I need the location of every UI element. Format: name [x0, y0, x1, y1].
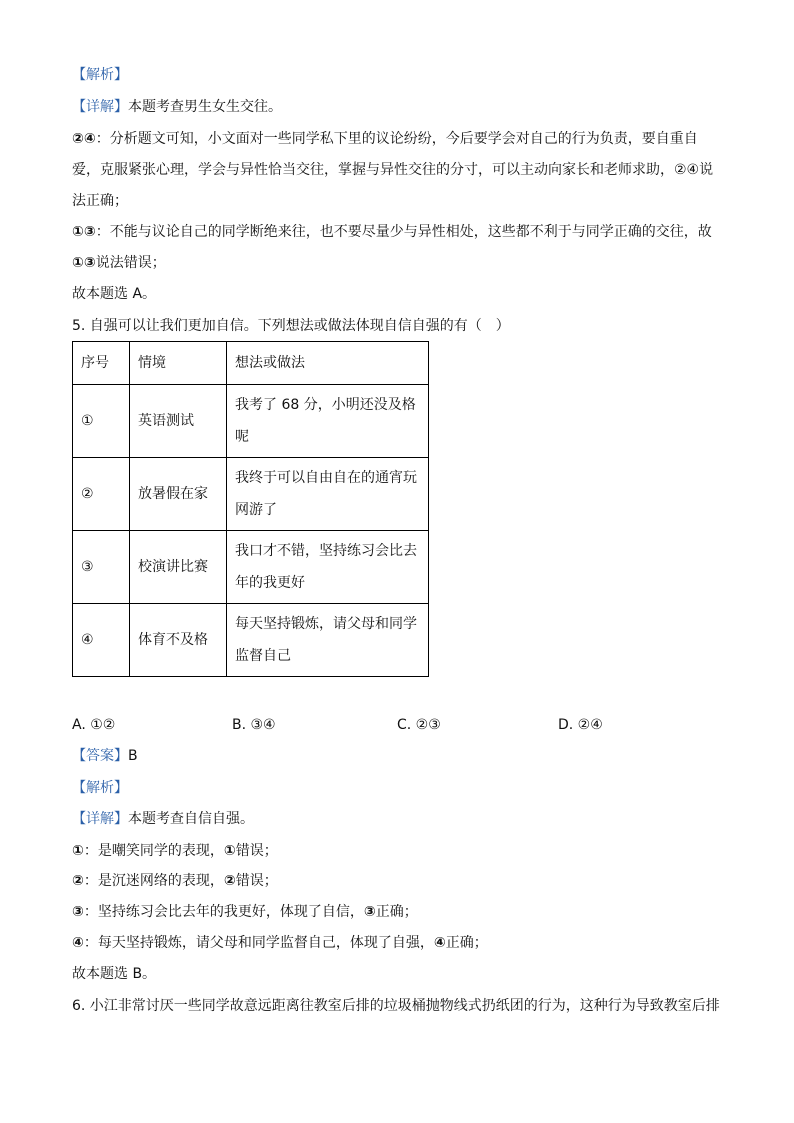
analysis-item: ④：每天坚持锻炼，请父母和同学监督自己，体现了自强，④正确；	[72, 935, 488, 951]
header-cell: 序号	[73, 342, 130, 385]
table-cell: 我考了 68 分，小明还没及格呢	[227, 385, 429, 458]
option-a: A. ①②	[72, 717, 116, 733]
scenario-table	[72, 341, 429, 677]
table-row	[73, 385, 429, 458]
option-b: B. ③④	[232, 717, 276, 733]
answer-value: B	[128, 748, 138, 764]
table-row	[73, 458, 429, 531]
p1-marks: ②④	[72, 131, 96, 147]
xiangjie-line: 【详解】本题考查自信自强。	[72, 811, 254, 827]
table-cell: 放暑假在家	[130, 458, 227, 531]
analysis-p1-line3: 法正确；	[72, 193, 128, 209]
conclusion-q5: 故本题选 B。	[72, 966, 157, 982]
analysis-item: ②：是沉迷网络的表现，②错误；	[72, 873, 278, 889]
xiangjie-text: 本题考查男生女生交往。	[128, 99, 282, 115]
analysis-item: ③：坚持练习会比去年的我更好，体现了自信，③正确；	[72, 904, 418, 920]
table-row	[73, 531, 429, 604]
option-c: C. ②③	[397, 717, 441, 733]
option-d: D. ②④	[558, 717, 603, 733]
xiangjie-line	[72, 97, 282, 117]
jiexi-heading: 【解析】	[72, 780, 128, 796]
analysis-p1-line2: 爱，克服紧张心理，学会与异性恰当交往，掌握与异性交往的分寸，可以主动向家长和老师求助，②④说	[72, 162, 714, 178]
analysis-p2-line2: ①③说法错误；	[72, 255, 166, 271]
table-cell: ②	[73, 458, 130, 531]
table-cell: 每天坚持锻炼，请父母和同学监督自己	[227, 604, 429, 677]
answer-line	[72, 746, 138, 766]
analysis-item: ①：是嘲笑同学的表现，①错误；	[72, 843, 278, 859]
analysis-p2-line1: ①③：不能与议论自己的同学断绝来往，也不要尽量少与异性相处，这些都不利于与同学正确的交往，故	[72, 224, 712, 240]
conclusion-q4: 故本题选 A。	[72, 286, 157, 302]
header-cell: 想法或做法	[227, 342, 429, 385]
table-cell: 我口才不错，坚持练习会比去年的我更好	[227, 531, 429, 604]
table-cell: 我终于可以自由自在的通宵玩网游了	[227, 458, 429, 531]
table-cell: ③	[73, 531, 130, 604]
question-5-stem: 5. 自强可以让我们更加自信。下列想法或做法体现自信自强的有（ ）	[72, 318, 510, 334]
table-cell: 体育不及格	[130, 604, 227, 677]
table-cell: 英语测试	[130, 385, 227, 458]
header-cell: 情境	[130, 342, 227, 385]
p2-marks: ①③	[72, 224, 96, 240]
question-6-stem: 6. 小江非常讨厌一些同学故意远距离往教室后排的垃圾桶抛物线式扔纸团的行为，这种行为导致教室后排	[72, 998, 720, 1014]
table-cell: 校演讲比赛	[130, 531, 227, 604]
analysis-p1-line1: ②④：分析题文可知，小文面对一些同学私下里的议论纷纷，今后要学会对自己的行为负责，要自重自	[72, 131, 698, 147]
table-header-row	[73, 342, 429, 385]
answer-options	[72, 715, 722, 737]
table-cell: ①	[73, 385, 130, 458]
table-cell: ④	[73, 604, 130, 677]
xiangjie-tag: 【详解】	[72, 99, 128, 115]
table-row	[73, 604, 429, 677]
jiexi-heading: 【解析】	[72, 67, 128, 83]
answer-tag: 【答案】	[72, 748, 128, 764]
